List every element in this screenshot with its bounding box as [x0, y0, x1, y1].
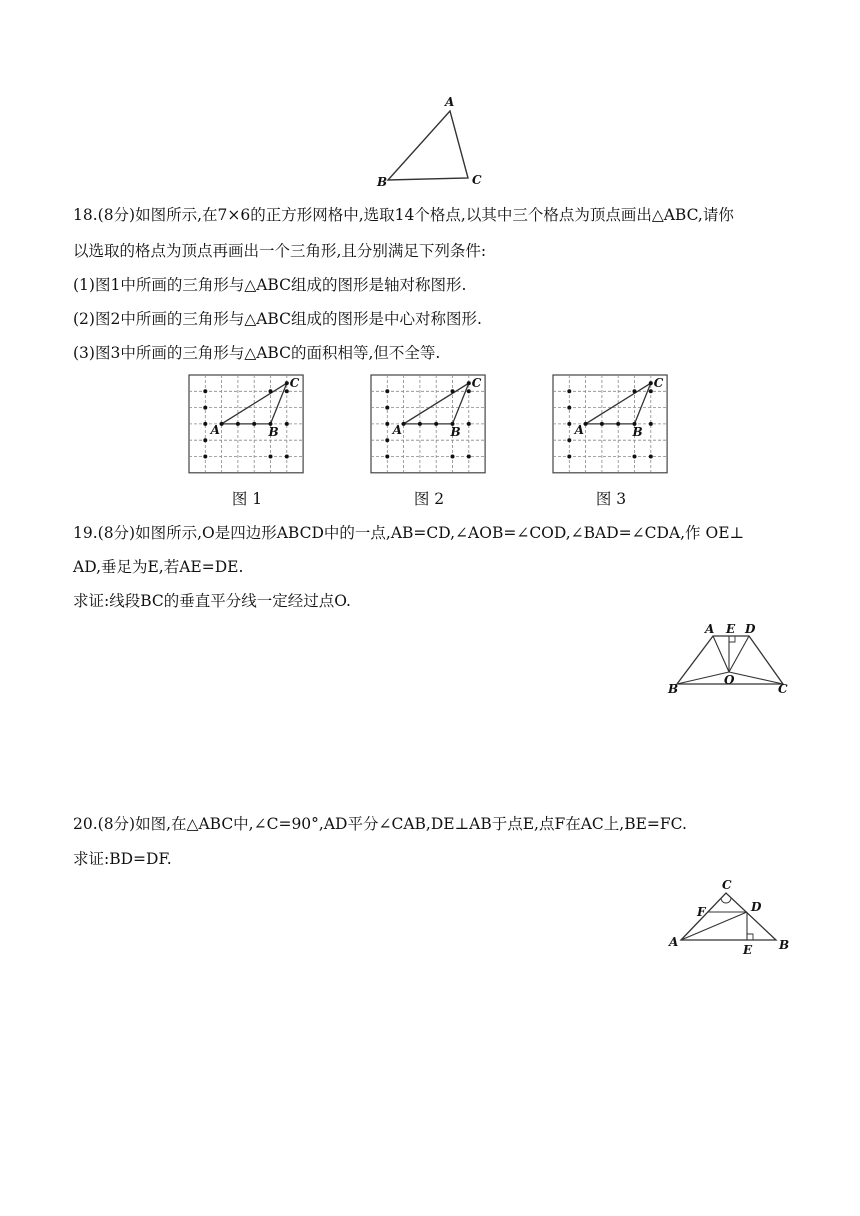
- grid-point: [385, 422, 389, 426]
- grid-label-c: C: [289, 376, 300, 391]
- grid-point: [385, 389, 389, 393]
- grid-point: [385, 438, 389, 442]
- grid-label-c: C: [653, 376, 664, 391]
- grid-point: [385, 406, 389, 410]
- q19-label-d: D: [745, 622, 756, 636]
- grid-figure-3: [552, 374, 668, 474]
- q19-label-e: E: [726, 622, 736, 636]
- grid-point: [616, 422, 620, 426]
- grid-point: [467, 381, 471, 385]
- grid-point: [220, 422, 224, 426]
- label-b: B: [377, 175, 388, 189]
- top-triangle-figure: [370, 95, 490, 190]
- grid-point: [285, 422, 289, 426]
- caption-fig-3: 图 3: [595, 490, 627, 508]
- q18-condition-3: (3)图3中所画的三角形与△ABC的面积相等,但不全等.: [73, 344, 441, 362]
- q19-label-c: C: [778, 682, 788, 696]
- grid-label-a: A: [574, 422, 584, 437]
- grid-point: [434, 422, 438, 426]
- grid-label-b: B: [632, 424, 643, 439]
- q19-quadrilateral-figure: [665, 620, 795, 700]
- grid-point: [385, 455, 389, 459]
- q18-line2: 以选取的格点为顶点再画出一个三角形,且分别满足下列条件:: [73, 242, 487, 260]
- grid-point: [402, 422, 406, 426]
- q19-prove: 求证:线段BC的垂直平分线一定经过点O.: [73, 592, 351, 610]
- caption-fig-1: 图 1: [231, 490, 263, 508]
- grid-point: [600, 422, 604, 426]
- grid-point: [203, 455, 207, 459]
- grid-point: [567, 422, 571, 426]
- q18-condition-1: (1)图1中所画的三角形与△ABC组成的图形是轴对称图形.: [73, 276, 467, 294]
- grid-point: [269, 455, 273, 459]
- grid-point: [203, 406, 207, 410]
- caption-fig-2: 图 2: [413, 490, 445, 508]
- grid-point: [203, 389, 207, 393]
- grid-point: [236, 422, 240, 426]
- grid-label-a: A: [210, 422, 220, 437]
- grid-point: [649, 422, 653, 426]
- grid-point: [203, 438, 207, 442]
- grid-point: [567, 389, 571, 393]
- q19-label-o: O: [724, 673, 735, 687]
- q19-line1: 19.(8分)如图所示,O是四边形ABCD中的一点,AB=CD,∠AOB=∠COD,∠BAD=∠CDA,作 OE⊥: [73, 524, 745, 542]
- grid-point: [451, 389, 455, 393]
- grid-label-a: A: [392, 422, 402, 437]
- grid-point: [567, 406, 571, 410]
- label-a: A: [445, 95, 455, 109]
- grid-point: [649, 455, 653, 459]
- grid-point: [269, 389, 273, 393]
- grid-point: [285, 389, 289, 393]
- grid-point: [633, 455, 637, 459]
- q20-label-f: F: [697, 905, 706, 919]
- grid-point: [584, 422, 588, 426]
- grid-point: [649, 381, 653, 385]
- q19-label-b: B: [668, 682, 679, 696]
- grid-label-c: C: [471, 376, 482, 391]
- q20-line1: 20.(8分)如图,在△ABC中,∠C=90°,AD平分∠CAB,DE⊥AB于点E,点F在AC上,BE=FC.: [73, 815, 687, 833]
- q18-condition-2: (2)图2中所画的三角形与△ABC组成的图形是中心对称图形.: [73, 310, 482, 328]
- q20-prove: 求证:BD=DF.: [73, 850, 172, 868]
- q20-label-d: D: [751, 900, 762, 914]
- q20-label-a: A: [669, 935, 679, 949]
- q19-line2: AD,垂足为E,若AE=DE.: [73, 558, 244, 576]
- label-c: C: [472, 173, 482, 187]
- q20-label-c: C: [722, 878, 732, 892]
- grid-point: [203, 422, 207, 426]
- q20-label-e: E: [743, 943, 753, 957]
- grid-figure-1: [188, 374, 304, 474]
- grid-point: [467, 422, 471, 426]
- q20-label-b: B: [779, 938, 790, 952]
- grid-point: [567, 438, 571, 442]
- q19-label-a: A: [705, 622, 715, 636]
- grid-figure-2: [370, 374, 486, 474]
- grid-point: [649, 389, 653, 393]
- grid-point: [285, 381, 289, 385]
- q20-triangle-figure: [665, 878, 795, 958]
- grid-point: [633, 389, 637, 393]
- grid-point: [467, 455, 471, 459]
- grid-point: [567, 455, 571, 459]
- grid-label-b: B: [450, 424, 461, 439]
- grid-point: [418, 422, 422, 426]
- q18-line1: 18.(8分)如图所示,在7×6的正方形网格中,选取14个格点,以其中三个格点为顶点画出△ABC,请你: [73, 206, 734, 224]
- grid-point: [451, 455, 455, 459]
- grid-label-b: B: [268, 424, 279, 439]
- grid-point: [252, 422, 256, 426]
- grid-point: [467, 389, 471, 393]
- grid-point: [285, 455, 289, 459]
